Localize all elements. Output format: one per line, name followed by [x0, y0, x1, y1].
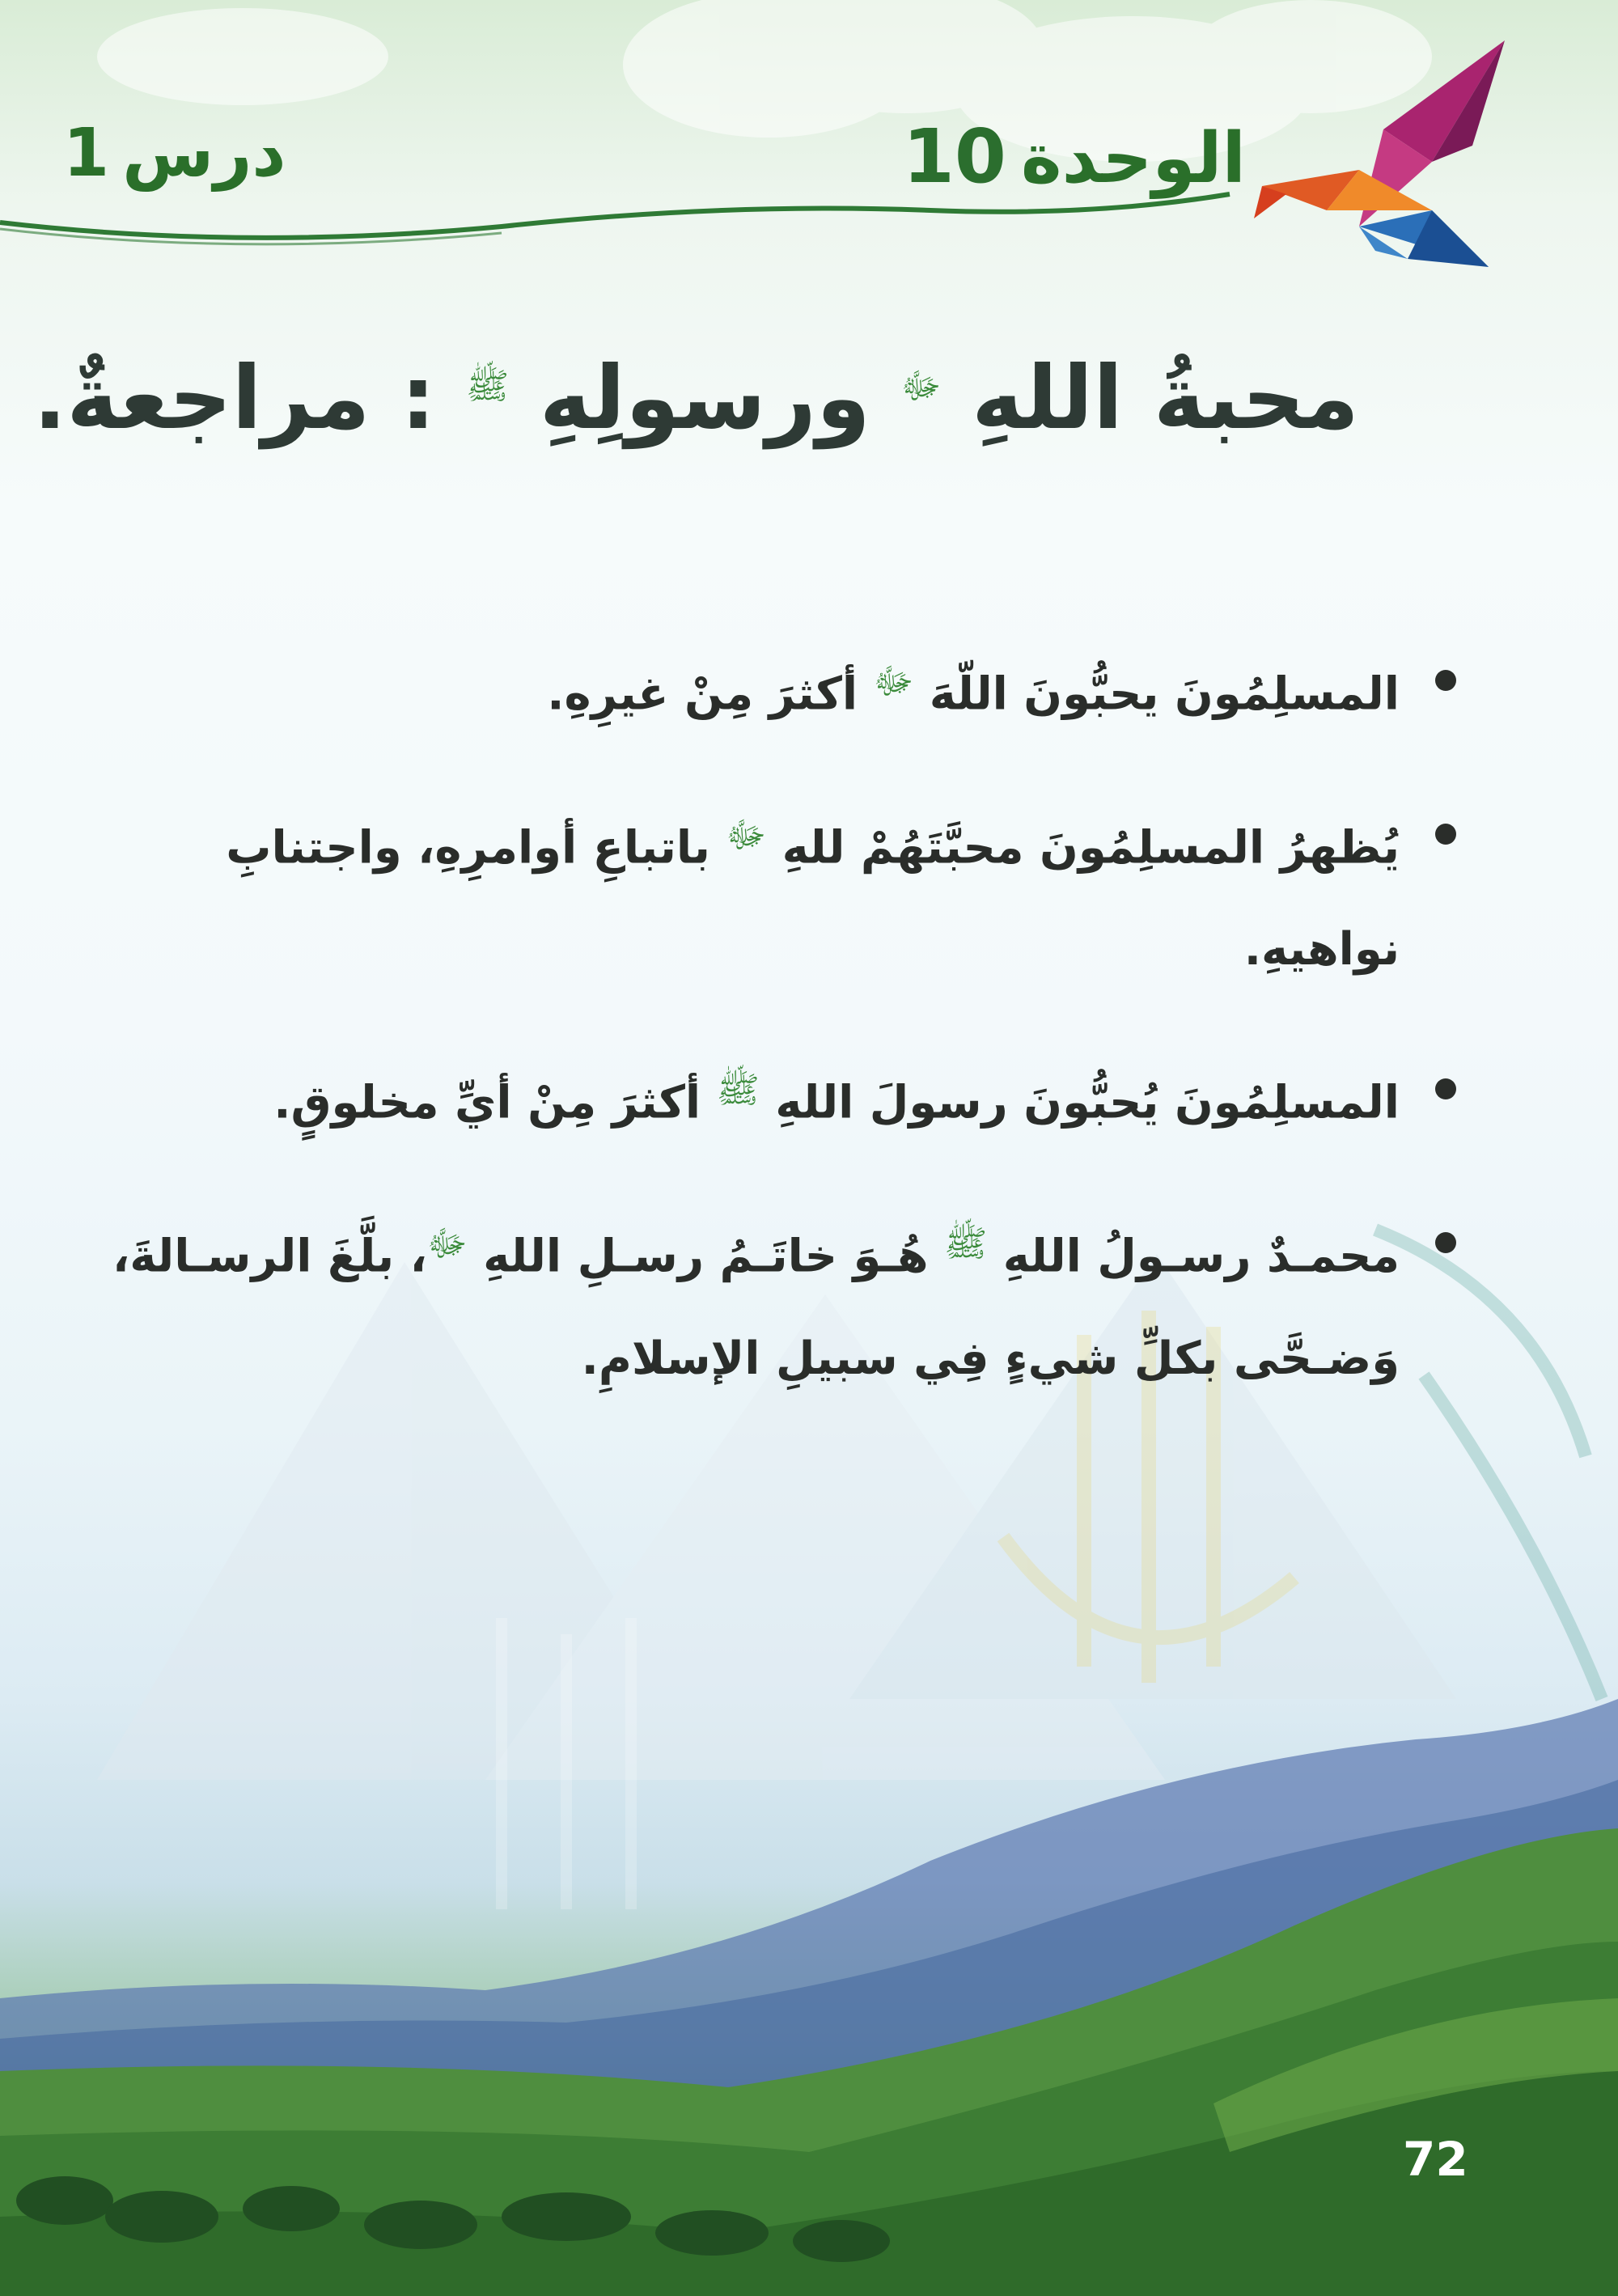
- page-title: [33, 348, 1359, 449]
- title-honorific-1: ﷻ: [900, 366, 942, 407]
- bullet-item: [73, 785, 1400, 1002]
- bullet-dot-icon: [1435, 1232, 1456, 1253]
- title-part-2: ورسولِهِ: [539, 348, 871, 449]
- honorific: ﷻ: [426, 1222, 468, 1264]
- honorific: ﷺ: [944, 1222, 988, 1264]
- bullet-text: هُـوَ خاتَـمُ رسـلِ اللهِ: [483, 1230, 929, 1283]
- review-bullet-list: [73, 631, 1400, 1449]
- page-header: [0, 0, 1618, 267]
- unit-number: 10: [902, 113, 1006, 200]
- lesson-label: [63, 115, 286, 192]
- honorific: ﷺ: [716, 1070, 760, 1112]
- bullet-text: المسلِمُونَ يحبُّونَ اللّهَ: [929, 667, 1400, 721]
- bullet-text: محمـدٌ رسـولُ اللهِ: [1002, 1230, 1400, 1283]
- bullet-text: يُظهرُ المسلِمُونَ محبَّتَهُمْ للهِ: [781, 821, 1400, 875]
- bullet-item: [73, 631, 1400, 746]
- bullet-text: ، بلَّغَ الرسـالةَ، وَضـحَّى بكلِّ شيءٍ فِي سبيلِ الإسلامِ.: [112, 1230, 1400, 1385]
- title-honorific-2: ﷺ: [466, 366, 510, 407]
- bullet-dot-icon: [1435, 670, 1456, 691]
- honorific: ﷻ: [726, 814, 767, 856]
- bullet-text: باتباعِ أوامرِهِ، واجتنابِ نواهيهِ.: [226, 821, 1400, 976]
- lesson-word: درس: [122, 115, 286, 192]
- page-number: 72: [1403, 2132, 1468, 2187]
- bullet-item: [73, 1040, 1400, 1154]
- lesson-number: 1: [63, 115, 110, 192]
- bullet-text: أكثرَ مِنْ أيِّ مخلوقٍ.: [273, 1076, 701, 1129]
- title-part-1: محبةُ اللهِ: [971, 348, 1359, 449]
- honorific: ﷻ: [873, 661, 914, 702]
- bullet-dot-icon: [1435, 824, 1456, 845]
- bullet-text: المسلِمُونَ يُحبُّونَ رسولَ اللهِ: [775, 1076, 1400, 1129]
- origami-bird-icon: [1230, 24, 1529, 291]
- unit-label: [903, 113, 1246, 200]
- bullet-text: أكثرَ مِنْ غيرِهِ.: [547, 667, 858, 721]
- title-part-3: : مراجعةٌ.: [33, 348, 436, 449]
- unit-word: الوحدة: [1020, 118, 1246, 199]
- bullet-item: [73, 1193, 1400, 1410]
